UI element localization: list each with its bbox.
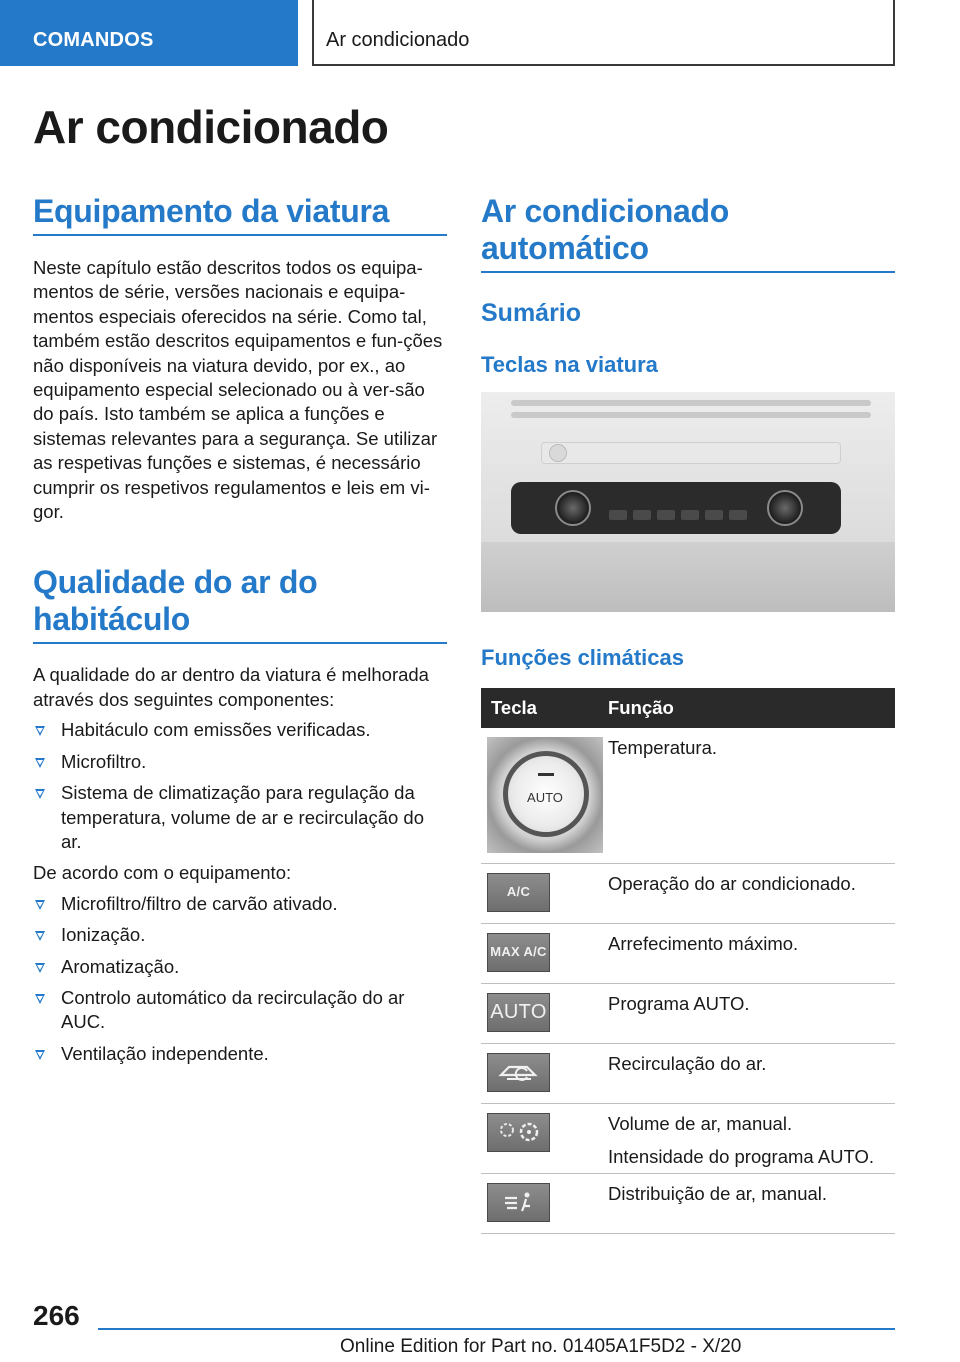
climate-functions-table (481, 688, 895, 1234)
max-ac-button-icon: MAX A/C (487, 933, 550, 972)
function-text: Distribuição de ar, manual. (608, 1182, 828, 1204)
equipment-intro: De acordo com o equipamento: (33, 862, 292, 884)
right-column (481, 193, 895, 1234)
automatic-ac-heading-line1: Ar condicionado (481, 193, 729, 229)
table-row (481, 1043, 895, 1103)
triangle-bullet-icon (35, 931, 45, 941)
air-quality-heading (33, 564, 447, 644)
column-header-function: Função (608, 688, 895, 728)
function-text: Operação do ar condicionado. (608, 872, 856, 894)
table-row (481, 863, 895, 923)
air-quality-heading-line1: Qualidade do ar do (33, 564, 318, 601)
equipment-list (33, 892, 447, 1066)
list-item: Aromatização. (33, 955, 447, 979)
air-quality-list (33, 718, 447, 854)
table-row (481, 1173, 895, 1233)
function-text: Volume de ar, manual. (608, 1112, 793, 1134)
section-label: COMANDOS (33, 29, 154, 51)
column-header-key: Tecla (481, 688, 608, 728)
ac-button-icon: A/C (487, 873, 550, 912)
triangle-bullet-icon (35, 963, 45, 973)
list-item: Controlo automático da recirculação do ar AUC. (33, 986, 447, 1035)
triangle-bullet-icon (35, 789, 45, 799)
function-text: Temperatura. (608, 737, 717, 758)
edition-note: Online Edition for Part no. 01405A1F5D2 - X/20 (340, 1336, 742, 1357)
fan-volume-button-icon (487, 1113, 550, 1152)
list-item: Microfiltro/filtro de carvão ativado. (33, 892, 447, 916)
list-item: Ventilação independente. (33, 1042, 447, 1066)
air-quality-heading-line2: habitáculo (33, 601, 191, 638)
auto-button-icon: AUTO (487, 993, 550, 1032)
function-text: Programa AUTO. (608, 992, 750, 1014)
footer-divider (98, 1328, 895, 1330)
automatic-ac-heading-line2: automático (481, 230, 649, 266)
keys-heading: Teclas na viatura (481, 352, 658, 377)
function-text: Recirculação do ar. (608, 1052, 767, 1074)
triangle-bullet-icon (35, 726, 45, 736)
section-tab (0, 0, 298, 66)
air-distribution-button-icon (487, 1183, 550, 1222)
dashboard-controls-photo (481, 392, 895, 612)
list-item: Habitáculo com emissões verificadas. (33, 718, 447, 742)
table-header-row (481, 688, 895, 728)
recirculation-button-icon (487, 1053, 550, 1092)
list-item: Microfiltro. (33, 750, 447, 774)
function-text: Intensidade do programa AUTO. (608, 1145, 875, 1167)
function-text: Arrefecimento máximo. (608, 932, 799, 954)
air-quality-intro: A qualidade do ar dentro da viatura é melhorada através dos seguintes componentes: (33, 664, 429, 710)
triangle-bullet-icon (35, 994, 45, 1004)
list-item: Sistema de climatização para regulação da temperatura, volume de ar e recirculação do ar. (33, 781, 447, 854)
triangle-bullet-icon (35, 900, 45, 910)
page-title: Ar condicionado (33, 101, 389, 153)
automatic-ac-heading (481, 193, 895, 273)
table-row (481, 1103, 895, 1173)
triangle-bullet-icon (35, 758, 45, 768)
page-number: 266 (33, 1300, 80, 1331)
list-item: Ionização. (33, 923, 447, 947)
chapter-label: Ar condicionado (326, 29, 470, 51)
table-row (481, 728, 895, 863)
triangle-bullet-icon (35, 1050, 45, 1060)
functions-heading: Funções climáticas (481, 645, 684, 670)
chapter-tab (312, 0, 895, 66)
equipment-heading: Equipamento da viatura (33, 193, 447, 236)
summary-heading: Sumário (481, 299, 582, 327)
left-column (33, 193, 447, 1073)
temperature-knob-icon: AUTO (487, 737, 603, 853)
table-row (481, 983, 895, 1043)
equipment-paragraph: Neste capítulo estão descritos todos os equipa-mentos de série, versões nacionais e equipa-mentos especiais oferecidos na série. Como tal, também estão descritos equipamentos e fun-ções não disponíveis na viatura devido, por ex., ao equipamento especial selecionado ou à ver-são do país. Isto também se aplica a funções e sistemas relevantes para a segurança. Se utilizar as respetivas funções e sistemas, é necessário cumprir os respetivos regulamentos e leis em vi-gor. (33, 257, 443, 523)
table-row (481, 923, 895, 983)
